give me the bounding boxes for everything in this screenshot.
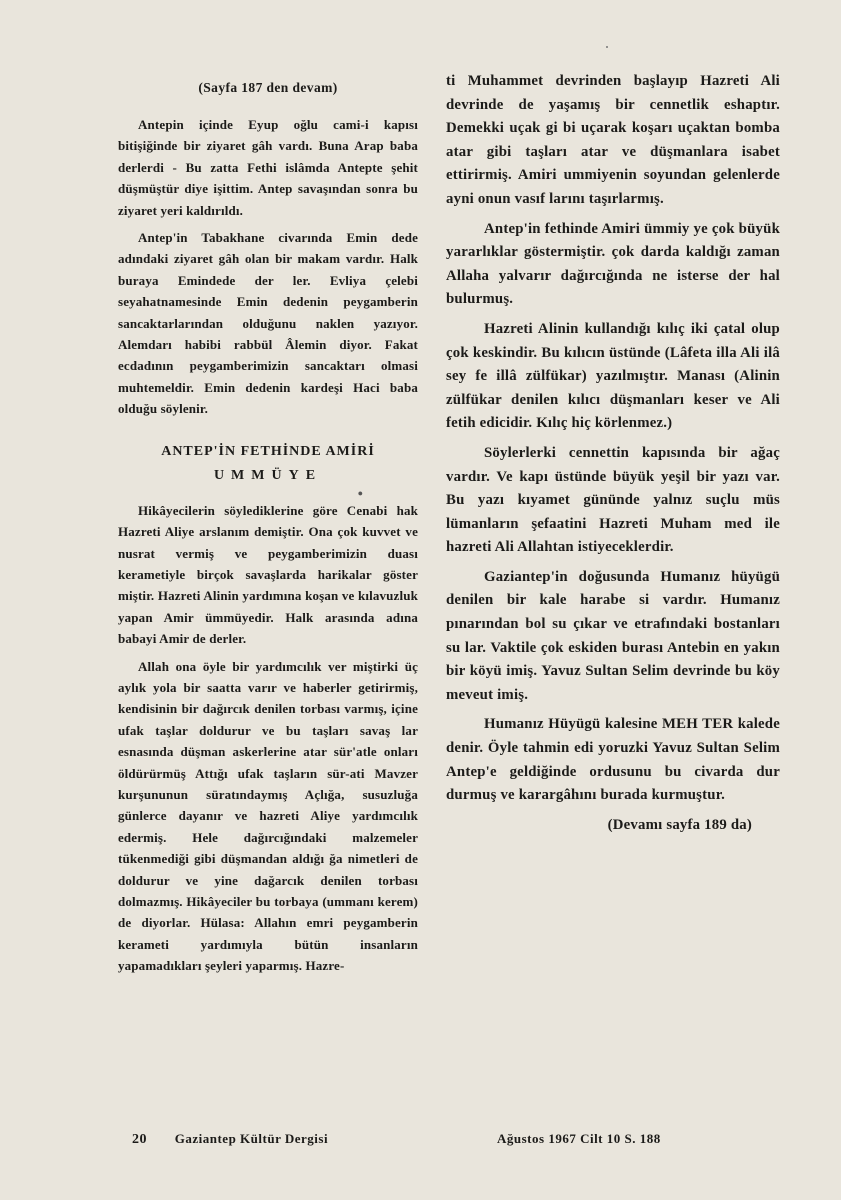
page-number: 20 bbox=[132, 1132, 147, 1147]
paragraph: Humanız Hüyügü kalesine MEH TER kalede denir. Öyle tahmin edi yoruzki Yavuz Sultan Selim Antep'e geldiğinde ordusunu bu civarda dur durmuş ve karargâhını burada kurmuştur. bbox=[446, 716, 780, 804]
paragraph: Gaziantep'in doğusunda Humanız hüyügü denilen bir kale harabe si vardır. Humanız pınarından bol su çıkar ve etrafındaki bostanları su lar. Vaktile çok eskiden burası Antebin en yakın bir köyü imiş. Yavuz Sultan Selim devrinde bu köy meveut imiş. bbox=[446, 568, 780, 703]
paragraph: Hikâyecilerin söylediklerine göre Cenabi hak Hazreti Aliye arslanım demiştir. Ona çok kuvvet ve nusrat vermiş ve peygamberimizin duası kerametiyle birçok savaşlarda harikalar göster miştir. Hazreti Alinin yardımına koşan ve kılavuzluk yapan Amir ümmüyedir. Halk arasında adına babayi Amir de derler. bbox=[118, 502, 418, 647]
paragraph: ti Muhammet devrinden başlayıp Hazreti Ali devrinde de yaşamış bir cennetlik eshaptır. Demekki uçak gi bi uçarak koşarı uçaktan bomba atar gibi taşları atar ve düşmanlara isabet ettirirmiş. Amiri ummiyenin soyundan gelenlerde ayni onun vasıf larını taşırlarmış. bbox=[446, 73, 780, 207]
speck bbox=[606, 46, 608, 48]
continued-to-note: (Devamı sayfa 189 da) bbox=[607, 816, 752, 833]
section-title: ANTEP'İN FETHİNDE AMİRİ bbox=[161, 443, 375, 459]
paragraph: Antep'in Tabakhane civarında Emin dede adındaki ziyaret gâh olan bir makam vardır. Halk buraya Emindede der ler. Evliya çelebi seyahatnamesinde Emin dedenin peygamberin sancaktarlarından olduğunu naklen yazıyor. Alemdarı habibi rabbül Âlemin diyor. Fakat ecdadının peygamberimizin sancaktarı olmasi muhtemeldir. Emin dedenin kardeşi Haci baba olduğu söylenir. bbox=[118, 230, 418, 417]
left-column bbox=[118, 70, 418, 983]
paragraph: Hazreti Alinin kullandığı kılıç iki çatal olup çok keskindir. Bu kılıcın üstünde (Lâfeta illa Ali ilâ sey fe illâ zülfükar) yazılmıştır. Manası (Alinin zülfükar denilen kılıcı düşmanları keser ve Ali fetih edicidir. Kılıç hiç körlenmez.) bbox=[446, 320, 780, 432]
right-column bbox=[446, 70, 780, 843]
paragraph: Söylerlerki cennettin kapısında bir ağaç vardır. Ve kapı üstünde büyük yeşil bir yazı var. Bu yazı kıyamet gününde yalnız suçlu müs lümanların şefaatini Hazreti Muham med ile hazreti Ali Allahtan istiyeceklerdir. bbox=[446, 444, 780, 556]
continued-from-note: (Sayfa 187 den devam) bbox=[198, 80, 338, 95]
footer-left bbox=[132, 1131, 328, 1148]
journal-name: Gaziantep Kültür Dergisi bbox=[174, 1131, 329, 1146]
footer-issue: Ağustos 1967 Cilt 10 S. 188 bbox=[497, 1131, 661, 1146]
section-title-continued: UMMÜYE bbox=[213, 467, 323, 483]
paragraph: Antep'in fethinde Amiri ümmiy ye çok büyük yararlıklar göstermiştir. çok darda kaldığı zaman Allaha yalvarır dağırcığında ne isterse der hal bulurmuş. bbox=[446, 220, 780, 308]
ornament-dot: ● bbox=[357, 487, 363, 498]
paragraph: Antepin içinde Eyup oğlu cami-i kapısı bitişiğinde bir ziyaret gâh vardı. Buna Arap baba derlerdi - Bu zatta Fethi islâmda Antepte şehit düşmüştür diye işittim. Antep savaşından sonra bu ziyaret yeri kaldırıldı. bbox=[118, 117, 418, 218]
paragraph: Allah ona öyle bir yardımcılık ver miştirki üç aylık yola bir saatta varır ve haberler getirirmiş, kendisinin bir dağırcık denilen torbası varmış, içine ufak taşlar doldurur ve bu taşları savaş lar esnasında düşman askerlerine atar sür'atle onları öldürürmüş Attığı ufak taşların sür-ati Mavzer kurşununun süratındaymış Açlığa, susuzluğa günlerce dayanır ve hazreti Aliye yardımcılık edermiş. Hele dağırcığındaki malzemeler tükenmediği gibi düşmandan aldığı ğa nimetleri de doldurur ve yine dağarcık denilen torbası dolmazmış. Hikâyeciler bu torbaya (ummanı kerem) de diyorlar. Hülasa: Allahın emri peygamberin kerameti yardımıyla bütün insanların yapamadıkları şeyleri yaparmış. Hazre- bbox=[118, 658, 418, 974]
